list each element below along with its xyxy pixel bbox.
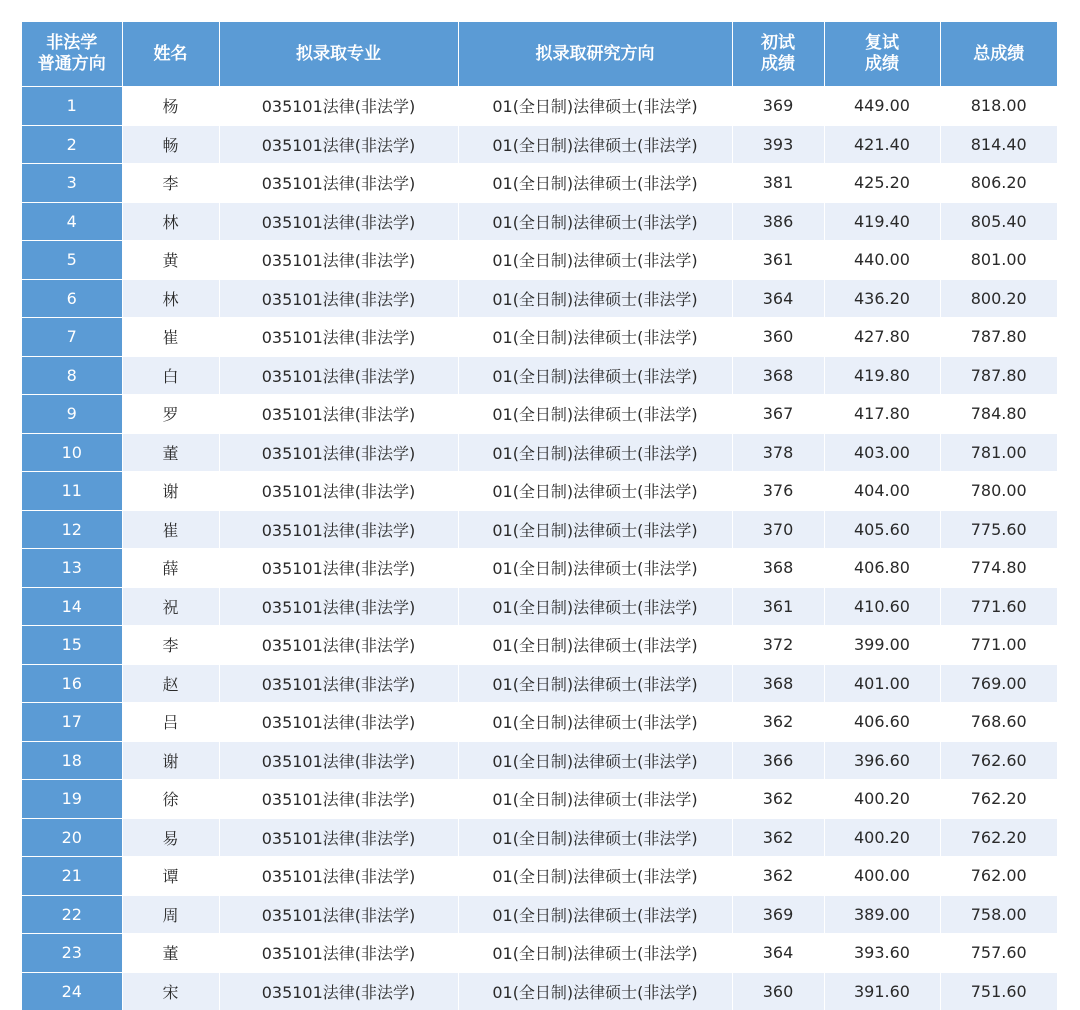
table-body bbox=[22, 87, 1057, 1010]
initial-score-cell: 381 bbox=[732, 164, 824, 203]
admission-table-container bbox=[22, 22, 1057, 1010]
name-cell: 徐 bbox=[122, 780, 219, 819]
total-score-cell: 762.60 bbox=[940, 741, 1057, 780]
total-score-cell: 774.80 bbox=[940, 549, 1057, 588]
retest-score-cell: 399.00 bbox=[824, 626, 940, 665]
direction-cell: 01(全日制)法律硕士(非法学) bbox=[458, 318, 732, 357]
table-row bbox=[22, 818, 1057, 857]
major-cell: 035101法律(非法学) bbox=[219, 626, 458, 665]
direction-cell: 01(全日制)法律硕士(非法学) bbox=[458, 202, 732, 241]
table-row bbox=[22, 472, 1057, 511]
direction-cell: 01(全日制)法律硕士(非法学) bbox=[458, 472, 732, 511]
retest-score-cell: 401.00 bbox=[824, 664, 940, 703]
initial-score-cell: 362 bbox=[732, 818, 824, 857]
total-score-cell: 751.60 bbox=[940, 972, 1057, 1010]
initial-score-cell: 368 bbox=[732, 356, 824, 395]
major-cell: 035101法律(非法学) bbox=[219, 549, 458, 588]
direction-cell: 01(全日制)法律硕士(非法学) bbox=[458, 510, 732, 549]
direction-cell: 01(全日制)法律硕士(非法学) bbox=[458, 857, 732, 896]
rank-cell: 12 bbox=[22, 510, 122, 549]
header-total-score: 总成绩 bbox=[940, 22, 1057, 87]
total-score-cell: 784.80 bbox=[940, 395, 1057, 434]
major-cell: 035101法律(非法学) bbox=[219, 87, 458, 126]
name-cell: 罗 bbox=[122, 395, 219, 434]
major-cell: 035101法律(非法学) bbox=[219, 510, 458, 549]
major-cell: 035101法律(非法学) bbox=[219, 934, 458, 973]
retest-score-cell: 449.00 bbox=[824, 87, 940, 126]
direction-cell: 01(全日制)法律硕士(非法学) bbox=[458, 549, 732, 588]
initial-score-cell: 368 bbox=[732, 664, 824, 703]
major-cell: 035101法律(非法学) bbox=[219, 433, 458, 472]
table-row bbox=[22, 934, 1057, 973]
retest-score-cell: 396.60 bbox=[824, 741, 940, 780]
initial-score-cell: 360 bbox=[732, 318, 824, 357]
initial-score-cell: 361 bbox=[732, 241, 824, 280]
rank-cell: 13 bbox=[22, 549, 122, 588]
major-cell: 035101法律(非法学) bbox=[219, 318, 458, 357]
total-score-cell: 757.60 bbox=[940, 934, 1057, 973]
major-cell: 035101法律(非法学) bbox=[219, 125, 458, 164]
rank-cell: 20 bbox=[22, 818, 122, 857]
total-score-cell: 780.00 bbox=[940, 472, 1057, 511]
table-row bbox=[22, 741, 1057, 780]
retest-score-cell: 440.00 bbox=[824, 241, 940, 280]
rank-cell: 7 bbox=[22, 318, 122, 357]
major-cell: 035101法律(非法学) bbox=[219, 279, 458, 318]
major-cell: 035101法律(非法学) bbox=[219, 472, 458, 511]
retest-score-cell: 406.60 bbox=[824, 703, 940, 742]
initial-score-cell: 362 bbox=[732, 857, 824, 896]
total-score-cell: 758.00 bbox=[940, 895, 1057, 934]
retest-score-cell: 391.60 bbox=[824, 972, 940, 1010]
total-score-cell: 787.80 bbox=[940, 356, 1057, 395]
name-cell: 白 bbox=[122, 356, 219, 395]
table-row bbox=[22, 972, 1057, 1010]
initial-score-cell: 364 bbox=[732, 934, 824, 973]
direction-cell: 01(全日制)法律硕士(非法学) bbox=[458, 664, 732, 703]
table-row bbox=[22, 626, 1057, 665]
direction-cell: 01(全日制)法律硕士(非法学) bbox=[458, 87, 732, 126]
retest-score-cell: 393.60 bbox=[824, 934, 940, 973]
total-score-cell: 771.00 bbox=[940, 626, 1057, 665]
rank-cell: 22 bbox=[22, 895, 122, 934]
direction-cell: 01(全日制)法律硕士(非法学) bbox=[458, 279, 732, 318]
name-cell: 李 bbox=[122, 164, 219, 203]
total-score-cell: 762.20 bbox=[940, 818, 1057, 857]
name-cell: 谭 bbox=[122, 857, 219, 896]
retest-score-cell: 400.00 bbox=[824, 857, 940, 896]
direction-cell: 01(全日制)法律硕士(非法学) bbox=[458, 626, 732, 665]
rank-cell: 18 bbox=[22, 741, 122, 780]
name-cell: 薛 bbox=[122, 549, 219, 588]
name-cell: 宋 bbox=[122, 972, 219, 1010]
table-row bbox=[22, 87, 1057, 126]
table-row bbox=[22, 857, 1057, 896]
retest-score-cell: 389.00 bbox=[824, 895, 940, 934]
total-score-cell: 800.20 bbox=[940, 279, 1057, 318]
name-cell: 畅 bbox=[122, 125, 219, 164]
name-cell: 周 bbox=[122, 895, 219, 934]
name-cell: 董 bbox=[122, 934, 219, 973]
major-cell: 035101法律(非法学) bbox=[219, 818, 458, 857]
rank-cell: 8 bbox=[22, 356, 122, 395]
major-cell: 035101法律(非法学) bbox=[219, 356, 458, 395]
rank-cell: 4 bbox=[22, 202, 122, 241]
rank-cell: 16 bbox=[22, 664, 122, 703]
total-score-cell: 775.60 bbox=[940, 510, 1057, 549]
direction-cell: 01(全日制)法律硕士(非法学) bbox=[458, 356, 732, 395]
table-row bbox=[22, 125, 1057, 164]
rank-cell: 11 bbox=[22, 472, 122, 511]
total-score-cell: 762.00 bbox=[940, 857, 1057, 896]
direction-cell: 01(全日制)法律硕士(非法学) bbox=[458, 972, 732, 1010]
initial-score-cell: 370 bbox=[732, 510, 824, 549]
header-row bbox=[22, 22, 1057, 87]
rank-cell: 3 bbox=[22, 164, 122, 203]
name-cell: 吕 bbox=[122, 703, 219, 742]
name-cell: 杨 bbox=[122, 87, 219, 126]
table-row bbox=[22, 279, 1057, 318]
direction-cell: 01(全日制)法律硕士(非法学) bbox=[458, 241, 732, 280]
initial-score-cell: 369 bbox=[732, 895, 824, 934]
direction-cell: 01(全日制)法律硕士(非法学) bbox=[458, 395, 732, 434]
rank-cell: 9 bbox=[22, 395, 122, 434]
direction-cell: 01(全日制)法律硕士(非法学) bbox=[458, 895, 732, 934]
table-row bbox=[22, 356, 1057, 395]
total-score-cell: 768.60 bbox=[940, 703, 1057, 742]
table-row bbox=[22, 549, 1057, 588]
retest-score-cell: 404.00 bbox=[824, 472, 940, 511]
total-score-cell: 818.00 bbox=[940, 87, 1057, 126]
retest-score-cell: 406.80 bbox=[824, 549, 940, 588]
name-cell: 谢 bbox=[122, 741, 219, 780]
rank-cell: 19 bbox=[22, 780, 122, 819]
major-cell: 035101法律(非法学) bbox=[219, 780, 458, 819]
name-cell: 祝 bbox=[122, 587, 219, 626]
major-cell: 035101法律(非法学) bbox=[219, 664, 458, 703]
total-score-cell: 781.00 bbox=[940, 433, 1057, 472]
rank-cell: 1 bbox=[22, 87, 122, 126]
initial-score-cell: 366 bbox=[732, 741, 824, 780]
retest-score-cell: 436.20 bbox=[824, 279, 940, 318]
name-cell: 谢 bbox=[122, 472, 219, 511]
direction-cell: 01(全日制)法律硕士(非法学) bbox=[458, 433, 732, 472]
initial-score-cell: 361 bbox=[732, 587, 824, 626]
major-cell: 035101法律(非法学) bbox=[219, 741, 458, 780]
retest-score-cell: 400.20 bbox=[824, 780, 940, 819]
total-score-cell: 805.40 bbox=[940, 202, 1057, 241]
major-cell: 035101法律(非法学) bbox=[219, 241, 458, 280]
initial-score-cell: 368 bbox=[732, 549, 824, 588]
total-score-cell: 769.00 bbox=[940, 664, 1057, 703]
direction-cell: 01(全日制)法律硕士(非法学) bbox=[458, 780, 732, 819]
table-row bbox=[22, 202, 1057, 241]
name-cell: 林 bbox=[122, 279, 219, 318]
header-initial-score: 初试 成绩 bbox=[732, 22, 824, 87]
initial-score-cell: 369 bbox=[732, 87, 824, 126]
admission-table bbox=[22, 22, 1057, 1010]
total-score-cell: 787.80 bbox=[940, 318, 1057, 357]
major-cell: 035101法律(非法学) bbox=[219, 895, 458, 934]
total-score-cell: 814.40 bbox=[940, 125, 1057, 164]
initial-score-cell: 372 bbox=[732, 626, 824, 665]
total-score-cell: 801.00 bbox=[940, 241, 1057, 280]
direction-cell: 01(全日制)法律硕士(非法学) bbox=[458, 818, 732, 857]
table-row bbox=[22, 703, 1057, 742]
rank-cell: 14 bbox=[22, 587, 122, 626]
name-cell: 董 bbox=[122, 433, 219, 472]
retest-score-cell: 425.20 bbox=[824, 164, 940, 203]
initial-score-cell: 367 bbox=[732, 395, 824, 434]
name-cell: 崔 bbox=[122, 510, 219, 549]
table-row bbox=[22, 433, 1057, 472]
retest-score-cell: 421.40 bbox=[824, 125, 940, 164]
direction-cell: 01(全日制)法律硕士(非法学) bbox=[458, 587, 732, 626]
table-row bbox=[22, 587, 1057, 626]
rank-cell: 15 bbox=[22, 626, 122, 665]
table-row bbox=[22, 164, 1057, 203]
initial-score-cell: 393 bbox=[732, 125, 824, 164]
rank-cell: 17 bbox=[22, 703, 122, 742]
name-cell: 李 bbox=[122, 626, 219, 665]
name-cell: 林 bbox=[122, 202, 219, 241]
retest-score-cell: 419.40 bbox=[824, 202, 940, 241]
rank-cell: 24 bbox=[22, 972, 122, 1010]
direction-cell: 01(全日制)法律硕士(非法学) bbox=[458, 125, 732, 164]
major-cell: 035101法律(非法学) bbox=[219, 703, 458, 742]
name-cell: 崔 bbox=[122, 318, 219, 357]
table-row bbox=[22, 664, 1057, 703]
direction-cell: 01(全日制)法律硕士(非法学) bbox=[458, 934, 732, 973]
retest-score-cell: 405.60 bbox=[824, 510, 940, 549]
initial-score-cell: 362 bbox=[732, 703, 824, 742]
header-major: 拟录取专业 bbox=[219, 22, 458, 87]
rank-cell: 2 bbox=[22, 125, 122, 164]
initial-score-cell: 364 bbox=[732, 279, 824, 318]
major-cell: 035101法律(非法学) bbox=[219, 202, 458, 241]
retest-score-cell: 403.00 bbox=[824, 433, 940, 472]
table-header bbox=[22, 22, 1057, 87]
major-cell: 035101法律(非法学) bbox=[219, 972, 458, 1010]
rank-cell: 5 bbox=[22, 241, 122, 280]
direction-cell: 01(全日制)法律硕士(非法学) bbox=[458, 741, 732, 780]
header-retest-score: 复试 成绩 bbox=[824, 22, 940, 87]
total-score-cell: 762.20 bbox=[940, 780, 1057, 819]
initial-score-cell: 362 bbox=[732, 780, 824, 819]
direction-cell: 01(全日制)法律硕士(非法学) bbox=[458, 164, 732, 203]
name-cell: 赵 bbox=[122, 664, 219, 703]
table-row bbox=[22, 241, 1057, 280]
total-score-cell: 771.60 bbox=[940, 587, 1057, 626]
header-name: 姓名 bbox=[122, 22, 219, 87]
total-score-cell: 806.20 bbox=[940, 164, 1057, 203]
rank-cell: 10 bbox=[22, 433, 122, 472]
rank-cell: 6 bbox=[22, 279, 122, 318]
table-row bbox=[22, 895, 1057, 934]
table-row bbox=[22, 395, 1057, 434]
initial-score-cell: 360 bbox=[732, 972, 824, 1010]
retest-score-cell: 427.80 bbox=[824, 318, 940, 357]
retest-score-cell: 400.20 bbox=[824, 818, 940, 857]
header-direction: 拟录取研究方向 bbox=[458, 22, 732, 87]
table-row bbox=[22, 510, 1057, 549]
table-row bbox=[22, 318, 1057, 357]
rank-cell: 23 bbox=[22, 934, 122, 973]
major-cell: 035101法律(非法学) bbox=[219, 857, 458, 896]
initial-score-cell: 386 bbox=[732, 202, 824, 241]
table-row bbox=[22, 780, 1057, 819]
name-cell: 易 bbox=[122, 818, 219, 857]
retest-score-cell: 419.80 bbox=[824, 356, 940, 395]
initial-score-cell: 376 bbox=[732, 472, 824, 511]
initial-score-cell: 378 bbox=[732, 433, 824, 472]
retest-score-cell: 410.60 bbox=[824, 587, 940, 626]
major-cell: 035101法律(非法学) bbox=[219, 587, 458, 626]
major-cell: 035101法律(非法学) bbox=[219, 164, 458, 203]
rank-cell: 21 bbox=[22, 857, 122, 896]
direction-cell: 01(全日制)法律硕士(非法学) bbox=[458, 703, 732, 742]
retest-score-cell: 417.80 bbox=[824, 395, 940, 434]
name-cell: 黄 bbox=[122, 241, 219, 280]
major-cell: 035101法律(非法学) bbox=[219, 395, 458, 434]
header-rank: 非法学 普通方向 bbox=[22, 22, 122, 87]
